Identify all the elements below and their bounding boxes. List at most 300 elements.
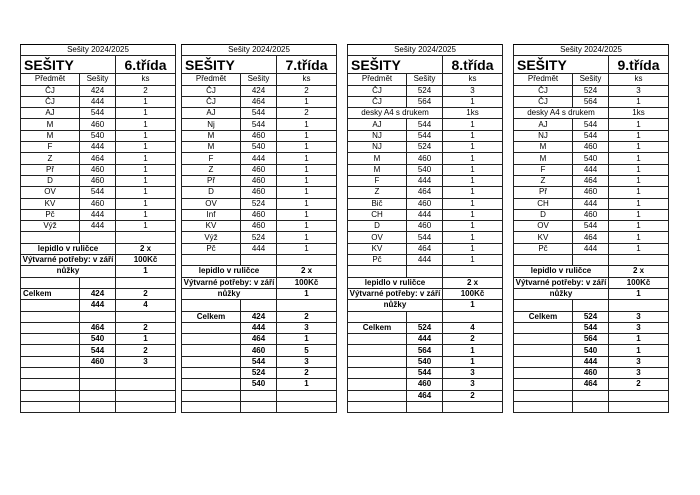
cell-subject bbox=[348, 311, 407, 322]
cell-notebook: 540 bbox=[573, 153, 609, 164]
notebook-table bbox=[513, 44, 669, 413]
cell-count: 1 bbox=[116, 266, 176, 277]
cell-subject: Výtvarné potřeby: v září bbox=[182, 277, 277, 288]
table-row bbox=[182, 232, 337, 243]
cell-count: 100Kč bbox=[443, 288, 503, 299]
cell-subject: nůžky bbox=[348, 300, 443, 311]
cell-count: 3 bbox=[609, 356, 669, 367]
cell-count: 1 bbox=[609, 243, 669, 254]
table-row bbox=[514, 130, 669, 141]
cell-notebook: 460 bbox=[241, 187, 277, 198]
cell-count: 1 bbox=[443, 356, 503, 367]
column-header-count: ks bbox=[116, 74, 176, 85]
table-row bbox=[348, 288, 503, 299]
cell-subject bbox=[348, 266, 407, 277]
cell-count: 1ks bbox=[609, 108, 669, 119]
cell-count bbox=[116, 232, 176, 243]
cell-subject bbox=[348, 345, 407, 356]
cell-subject bbox=[21, 311, 80, 322]
cell-notebook: 544 bbox=[407, 130, 443, 141]
cell-notebook: 424 bbox=[241, 311, 277, 322]
table-row bbox=[348, 85, 503, 96]
table-row bbox=[514, 164, 669, 175]
cell-notebook: 540 bbox=[573, 345, 609, 356]
table-row bbox=[514, 198, 669, 209]
table-row bbox=[182, 356, 337, 367]
table-row bbox=[348, 198, 503, 209]
cell-subject bbox=[21, 322, 80, 333]
table-row bbox=[348, 255, 503, 266]
panel-7-trida bbox=[181, 44, 336, 413]
cell-count: 1 bbox=[609, 232, 669, 243]
cell-notebook: 460 bbox=[241, 130, 277, 141]
cell-notebook bbox=[80, 401, 116, 412]
cell-notebook: 464 bbox=[573, 379, 609, 390]
cell-subject: Výž bbox=[21, 221, 80, 232]
cell-count: 1 bbox=[277, 153, 337, 164]
heading-sesity: SEŠITY bbox=[348, 56, 443, 74]
cell-count: 1 bbox=[116, 221, 176, 232]
cell-count: 3 bbox=[443, 368, 503, 379]
table-row bbox=[514, 345, 669, 356]
column-header-notebooks: Sešity bbox=[80, 74, 116, 85]
cell-notebook: 460 bbox=[241, 345, 277, 356]
cell-notebook: 444 bbox=[80, 300, 116, 311]
cell-subject: M bbox=[182, 142, 241, 153]
cell-subject: ČJ bbox=[21, 96, 80, 107]
cell-notebook bbox=[80, 368, 116, 379]
table-row bbox=[182, 266, 337, 277]
column-header-count: ks bbox=[443, 74, 503, 85]
cell-subject bbox=[21, 390, 80, 401]
column-header-notebooks: Sešity bbox=[573, 74, 609, 85]
grade-label: 7.třída bbox=[277, 56, 337, 74]
heading-sesity: SEŠITY bbox=[21, 56, 116, 74]
cell-subject: ČJ bbox=[182, 96, 241, 107]
cell-count: 1 bbox=[443, 232, 503, 243]
cell-count: 1 bbox=[443, 142, 503, 153]
cell-count: 2 bbox=[116, 85, 176, 96]
cell-notebook: 460 bbox=[80, 119, 116, 130]
table-row bbox=[21, 209, 176, 220]
table-row bbox=[21, 277, 176, 288]
cell-subject: lepidlo v ruličce bbox=[182, 266, 277, 277]
cell-notebook: 460 bbox=[80, 164, 116, 175]
table-row bbox=[182, 108, 337, 119]
table-row bbox=[514, 209, 669, 220]
cell-count: 1 bbox=[609, 345, 669, 356]
cell-count: 3 bbox=[609, 322, 669, 333]
cell-subject: M bbox=[514, 153, 573, 164]
table-row bbox=[21, 311, 176, 322]
table-row bbox=[21, 108, 176, 119]
cell-notebook: 524 bbox=[241, 232, 277, 243]
cell-count bbox=[277, 401, 337, 412]
table-title: Sešity 2024/2025 bbox=[182, 45, 337, 56]
cell-count bbox=[277, 255, 337, 266]
cell-subject bbox=[182, 390, 241, 401]
cell-subject bbox=[21, 401, 80, 412]
table-row bbox=[514, 187, 669, 198]
table-row bbox=[182, 379, 337, 390]
cell-subject: F bbox=[514, 164, 573, 175]
cell-subject bbox=[514, 368, 573, 379]
cell-notebook: 444 bbox=[407, 209, 443, 220]
cell-count: 2 bbox=[116, 345, 176, 356]
table-title: Sešity 2024/2025 bbox=[348, 45, 503, 56]
cell-notebook: 564 bbox=[573, 96, 609, 107]
table-row bbox=[514, 390, 669, 401]
cell-subject: NJ bbox=[348, 142, 407, 153]
cell-count: 100Kč bbox=[116, 255, 176, 266]
cell-notebook: 464 bbox=[573, 232, 609, 243]
table-row bbox=[182, 221, 337, 232]
cell-notebook: 460 bbox=[407, 153, 443, 164]
cell-notebook: 460 bbox=[80, 175, 116, 186]
cell-subject bbox=[348, 368, 407, 379]
cell-notebook bbox=[407, 401, 443, 412]
table-row bbox=[514, 322, 669, 333]
cell-count: 1 bbox=[609, 175, 669, 186]
cell-notebook: 444 bbox=[407, 175, 443, 186]
cell-subject: lepidlo v ruličce bbox=[348, 277, 443, 288]
cell-subject: AJ bbox=[21, 108, 80, 119]
cell-count: 1 bbox=[116, 164, 176, 175]
cell-count bbox=[277, 390, 337, 401]
table-row bbox=[514, 288, 669, 299]
cell-count: 1 bbox=[443, 175, 503, 186]
cell-count: 1 bbox=[609, 198, 669, 209]
cell-notebook: 564 bbox=[573, 334, 609, 345]
cell-count: 1 bbox=[277, 175, 337, 186]
table-row bbox=[514, 232, 669, 243]
cell-notebook: 444 bbox=[80, 209, 116, 220]
table-row bbox=[514, 119, 669, 130]
cell-subject: KV bbox=[182, 221, 241, 232]
cell-count: 1ks bbox=[443, 108, 503, 119]
cell-count: 1 bbox=[443, 153, 503, 164]
cell-notebook: 460 bbox=[80, 356, 116, 367]
cell-subject bbox=[21, 368, 80, 379]
cell-notebook bbox=[407, 311, 443, 322]
cell-count: 2 bbox=[116, 288, 176, 299]
cell-count bbox=[116, 368, 176, 379]
table-row bbox=[21, 164, 176, 175]
cell-notebook: 460 bbox=[573, 368, 609, 379]
grade-label: 6.třída bbox=[116, 56, 176, 74]
cell-notebook: 464 bbox=[407, 390, 443, 401]
cell-notebook: 540 bbox=[241, 142, 277, 153]
table-row bbox=[514, 334, 669, 345]
column-header-count: ks bbox=[609, 74, 669, 85]
cell-subject: nůžky bbox=[514, 288, 609, 299]
table-row bbox=[348, 130, 503, 141]
cell-count bbox=[609, 390, 669, 401]
column-header-notebooks: Sešity bbox=[241, 74, 277, 85]
table-row bbox=[348, 345, 503, 356]
table-row bbox=[21, 356, 176, 367]
cell-count bbox=[116, 401, 176, 412]
cell-count: 3 bbox=[116, 356, 176, 367]
table-row bbox=[21, 368, 176, 379]
cell-subject: AJ bbox=[514, 119, 573, 130]
table-row bbox=[21, 390, 176, 401]
table-row bbox=[182, 96, 337, 107]
cell-count: 3 bbox=[277, 356, 337, 367]
cell-subject bbox=[514, 379, 573, 390]
cell-count: 1 bbox=[277, 221, 337, 232]
table-row bbox=[348, 277, 503, 288]
table-title: Sešity 2024/2025 bbox=[514, 45, 669, 56]
table-row bbox=[348, 209, 503, 220]
table-row bbox=[348, 334, 503, 345]
cell-notebook: 544 bbox=[407, 368, 443, 379]
table-row bbox=[514, 243, 669, 254]
cell-notebook: 460 bbox=[407, 221, 443, 232]
cell-count: 1 bbox=[277, 130, 337, 141]
table-row bbox=[182, 153, 337, 164]
cell-count: 1 bbox=[609, 142, 669, 153]
cell-subject: Výtvarné potřeby: v září bbox=[514, 277, 609, 288]
cell-subject: OV bbox=[21, 187, 80, 198]
cell-notebook: 464 bbox=[80, 322, 116, 333]
cell-subject: Z bbox=[21, 153, 80, 164]
cell-notebook bbox=[80, 379, 116, 390]
cell-subject: D bbox=[348, 221, 407, 232]
cell-notebook: 424 bbox=[241, 85, 277, 96]
cell-subject: OV bbox=[182, 198, 241, 209]
cell-notebook: 460 bbox=[241, 164, 277, 175]
cell-count: 1 bbox=[116, 142, 176, 153]
cell-count: 1 bbox=[116, 153, 176, 164]
table-row bbox=[514, 255, 669, 266]
cell-notebook: 444 bbox=[573, 356, 609, 367]
cell-subject: CH bbox=[514, 198, 573, 209]
table-row bbox=[182, 401, 337, 412]
cell-notebook: 544 bbox=[80, 345, 116, 356]
cell-count: 2 x bbox=[116, 243, 176, 254]
table-row bbox=[21, 130, 176, 141]
table-row bbox=[182, 209, 337, 220]
cell-count: 1 bbox=[443, 164, 503, 175]
cell-subject: Celkem bbox=[514, 311, 573, 322]
table-row bbox=[21, 379, 176, 390]
cell-count bbox=[609, 300, 669, 311]
cell-subject: ČJ bbox=[182, 85, 241, 96]
cell-subject: desky A4 s drukem bbox=[348, 108, 443, 119]
cell-subject: Celkem bbox=[182, 311, 241, 322]
cell-notebook: 460 bbox=[407, 379, 443, 390]
cell-subject bbox=[182, 300, 241, 311]
cell-count: 1 bbox=[443, 221, 503, 232]
cell-notebook: 464 bbox=[80, 153, 116, 164]
table-row bbox=[348, 322, 503, 333]
cell-notebook: 460 bbox=[573, 187, 609, 198]
cell-notebook: 464 bbox=[407, 243, 443, 254]
cell-count: 1 bbox=[609, 153, 669, 164]
table-row bbox=[182, 322, 337, 333]
cell-subject: F bbox=[348, 175, 407, 186]
cell-subject: Z bbox=[514, 175, 573, 186]
cell-notebook: 460 bbox=[573, 142, 609, 153]
cell-notebook: 524 bbox=[573, 85, 609, 96]
cell-subject: D bbox=[514, 209, 573, 220]
cell-notebook: 544 bbox=[573, 119, 609, 130]
cell-notebook: 444 bbox=[573, 243, 609, 254]
cell-notebook: 524 bbox=[241, 198, 277, 209]
table-title: Sešity 2024/2025 bbox=[21, 45, 176, 56]
cell-count: 1 bbox=[116, 96, 176, 107]
table-row bbox=[182, 255, 337, 266]
table-row bbox=[348, 142, 503, 153]
cell-notebook bbox=[573, 255, 609, 266]
cell-notebook: 544 bbox=[407, 119, 443, 130]
table-row bbox=[514, 266, 669, 277]
cell-notebook: 464 bbox=[573, 175, 609, 186]
cell-subject bbox=[21, 277, 80, 288]
cell-count: 1 bbox=[609, 164, 669, 175]
table-row bbox=[182, 345, 337, 356]
cell-count: 1 bbox=[116, 198, 176, 209]
cell-notebook: 444 bbox=[80, 142, 116, 153]
cell-count: 1 bbox=[277, 232, 337, 243]
table-row bbox=[514, 175, 669, 186]
cell-count bbox=[116, 379, 176, 390]
cell-subject: ČJ bbox=[514, 96, 573, 107]
cell-subject: D bbox=[21, 175, 80, 186]
cell-count: 2 bbox=[443, 390, 503, 401]
cell-count bbox=[609, 255, 669, 266]
cell-subject: M bbox=[182, 130, 241, 141]
cell-subject bbox=[21, 345, 80, 356]
cell-subject: lepidlo v ruličce bbox=[514, 266, 609, 277]
table-row bbox=[21, 85, 176, 96]
cell-notebook: 544 bbox=[241, 108, 277, 119]
table-row bbox=[21, 232, 176, 243]
heading-sesity: SEŠITY bbox=[514, 56, 609, 74]
cell-subject bbox=[182, 334, 241, 345]
cell-count: 3 bbox=[609, 368, 669, 379]
cell-subject bbox=[514, 334, 573, 345]
column-header-subject: Předmět bbox=[182, 74, 241, 85]
cell-subject bbox=[514, 345, 573, 356]
cell-subject bbox=[514, 322, 573, 333]
table-row bbox=[348, 379, 503, 390]
table-row bbox=[21, 221, 176, 232]
cell-notebook: 540 bbox=[241, 379, 277, 390]
table-row bbox=[348, 187, 503, 198]
cell-count: 1 bbox=[116, 209, 176, 220]
cell-subject: Př bbox=[514, 187, 573, 198]
table-row bbox=[348, 390, 503, 401]
table-row bbox=[182, 277, 337, 288]
cell-notebook bbox=[80, 277, 116, 288]
cell-subject: F bbox=[182, 153, 241, 164]
cell-count: 1 bbox=[116, 334, 176, 345]
cell-subject: M bbox=[348, 164, 407, 175]
table-row bbox=[21, 300, 176, 311]
cell-notebook: 524 bbox=[407, 85, 443, 96]
cell-count bbox=[277, 300, 337, 311]
cell-notebook: 444 bbox=[573, 198, 609, 209]
column-header-subject: Předmět bbox=[21, 74, 80, 85]
table-row bbox=[348, 401, 503, 412]
cell-subject bbox=[21, 334, 80, 345]
cell-subject bbox=[348, 390, 407, 401]
cell-count: 1 bbox=[609, 221, 669, 232]
cell-notebook: 424 bbox=[80, 85, 116, 96]
cell-subject: KV bbox=[348, 243, 407, 254]
cell-count: 4 bbox=[443, 322, 503, 333]
cell-notebook bbox=[241, 255, 277, 266]
table-row bbox=[182, 119, 337, 130]
cell-subject bbox=[182, 322, 241, 333]
cell-count: 1 bbox=[277, 96, 337, 107]
cell-notebook bbox=[407, 266, 443, 277]
cell-count: 1 bbox=[116, 187, 176, 198]
cell-count: 1 bbox=[443, 96, 503, 107]
cell-notebook: 460 bbox=[80, 198, 116, 209]
cell-subject: Výtvarné potřeby: v září bbox=[348, 288, 443, 299]
table-row bbox=[182, 187, 337, 198]
cell-count: 5 bbox=[277, 345, 337, 356]
table-row bbox=[182, 175, 337, 186]
cell-subject: ČJ bbox=[21, 85, 80, 96]
cell-subject bbox=[182, 379, 241, 390]
cell-count: 1 bbox=[277, 187, 337, 198]
table-row bbox=[21, 288, 176, 299]
cell-notebook bbox=[80, 390, 116, 401]
cell-notebook: 544 bbox=[573, 221, 609, 232]
table-row bbox=[182, 85, 337, 96]
cell-notebook: 524 bbox=[407, 142, 443, 153]
table-row bbox=[182, 243, 337, 254]
cell-notebook: 444 bbox=[407, 255, 443, 266]
table-row bbox=[514, 300, 669, 311]
cell-count: 1 bbox=[277, 164, 337, 175]
cell-subject: Inf bbox=[182, 209, 241, 220]
cell-count bbox=[443, 401, 503, 412]
table-row bbox=[348, 266, 503, 277]
table-row bbox=[182, 164, 337, 175]
table-row bbox=[21, 334, 176, 345]
grade-label: 9.třída bbox=[609, 56, 669, 74]
cell-subject: NJ bbox=[348, 130, 407, 141]
cell-count: 1 bbox=[277, 379, 337, 390]
cell-subject: ČJ bbox=[514, 85, 573, 96]
cell-subject bbox=[514, 401, 573, 412]
cell-subject bbox=[21, 356, 80, 367]
cell-count: 1 bbox=[277, 142, 337, 153]
table-row bbox=[21, 187, 176, 198]
table-row bbox=[182, 368, 337, 379]
table-row bbox=[182, 390, 337, 401]
cell-subject bbox=[21, 232, 80, 243]
table-row bbox=[182, 142, 337, 153]
cell-subject: M bbox=[21, 130, 80, 141]
table-row bbox=[514, 221, 669, 232]
cell-count: 1 bbox=[277, 119, 337, 130]
cell-subject bbox=[182, 255, 241, 266]
cell-notebook: 564 bbox=[407, 345, 443, 356]
cell-subject bbox=[514, 390, 573, 401]
cell-subject: Z bbox=[182, 164, 241, 175]
cell-notebook: 460 bbox=[241, 221, 277, 232]
cell-notebook: 540 bbox=[407, 356, 443, 367]
cell-notebook bbox=[80, 311, 116, 322]
table-row bbox=[21, 243, 176, 254]
cell-notebook bbox=[573, 390, 609, 401]
